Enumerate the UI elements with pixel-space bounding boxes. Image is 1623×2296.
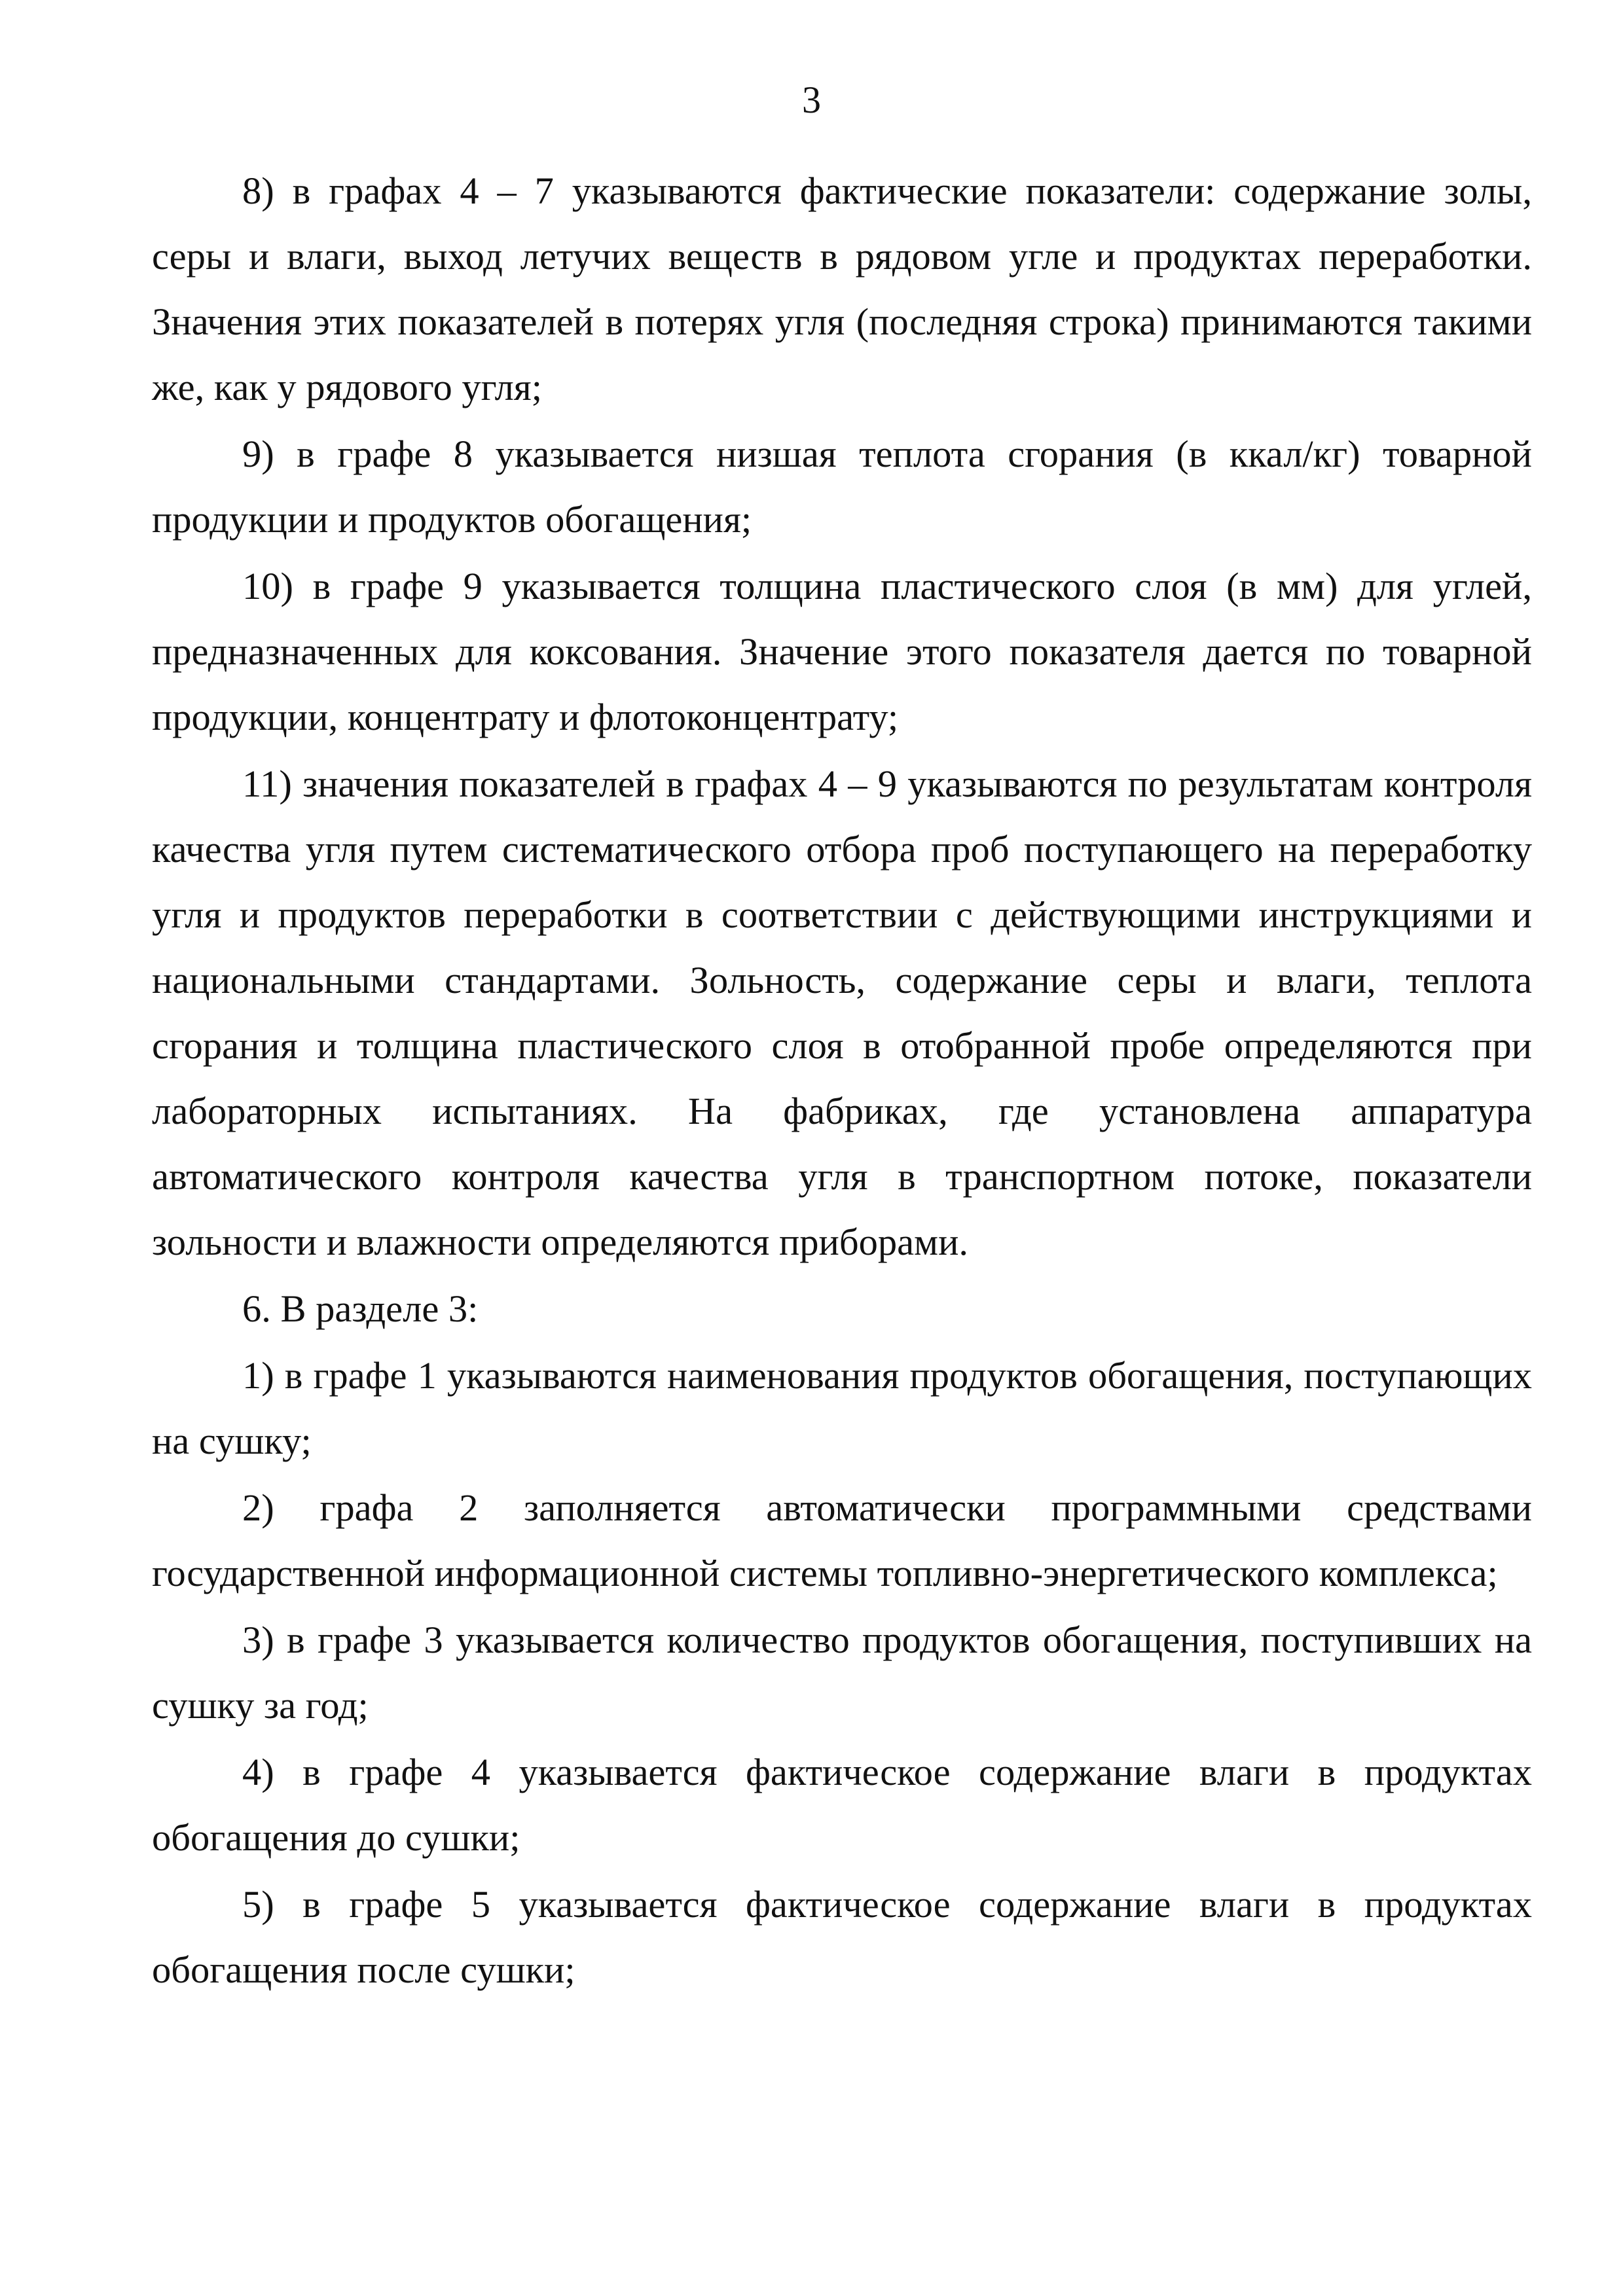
paragraph-section3-item-4: 4) в графе 4 указывается фактическое содержание влаги в продуктах обогащения до сушки; [152, 1751, 1532, 1859]
document-body [152, 158, 1532, 2003]
paragraph-section3-item-2: 2) графа 2 заполняется автоматически программными средствами государственной информационной системы топливно-энергетического комплекса; [152, 1486, 1532, 1594]
paragraph-item-9: 9) в графе 8 указывается низшая теплота сгорания (в ккал/кг) товарной продукции и продуктов обогащения; [152, 433, 1532, 541]
paragraph-section3-item-1: 1) в графе 1 указываются наименования продуктов обогащения, поступающих на сушку; [152, 1354, 1532, 1462]
paragraph-item-11: 11) значения показателей в графах 4 – 9 указываются по результатам контроля качества угля путем систематического отбора проб поступающего на переработку угля и продуктов переработки в соответствии с действующими инструкциями и национальными стандартами. Зольность, содержание серы и влаги, теплота сгорания и толщина пластического слоя в отобранной пробе определяются при лабораторных испытаниях. На фабриках, где установлена аппаратура автоматического контроля качества угля в транспортном потоке, показатели зольности и влажности определяются приборами. [152, 762, 1532, 1263]
page-number: 3 [802, 79, 821, 121]
section-heading-6: 6. В разделе 3: [242, 1287, 479, 1330]
paragraph-section3-item-3: 3) в графе 3 указывается количество продуктов обогащения, поступивших на сушку за год; [152, 1619, 1532, 1727]
paragraph-section3-item-5: 5) в графе 5 указывается фактическое содержание влаги в продуктах обогащения после сушки; [152, 1883, 1532, 1991]
paragraph-item-10: 10) в графе 9 указывается толщина пластического слоя (в мм) для углей, предназначенных для коксования. Значение этого показателя дается по товарной продукции, концентрату и флотоконцентрату; [152, 565, 1532, 738]
paragraph-item-8: 8) в графах 4 – 7 указываются фактические показатели: содержание золы, серы и влаги, выход летучих веществ в рядовом угле и продуктах переработки. Значения этих показателей в потерях угля (последняя строка) принимаются такими же, как у рядового угля; [152, 170, 1532, 408]
